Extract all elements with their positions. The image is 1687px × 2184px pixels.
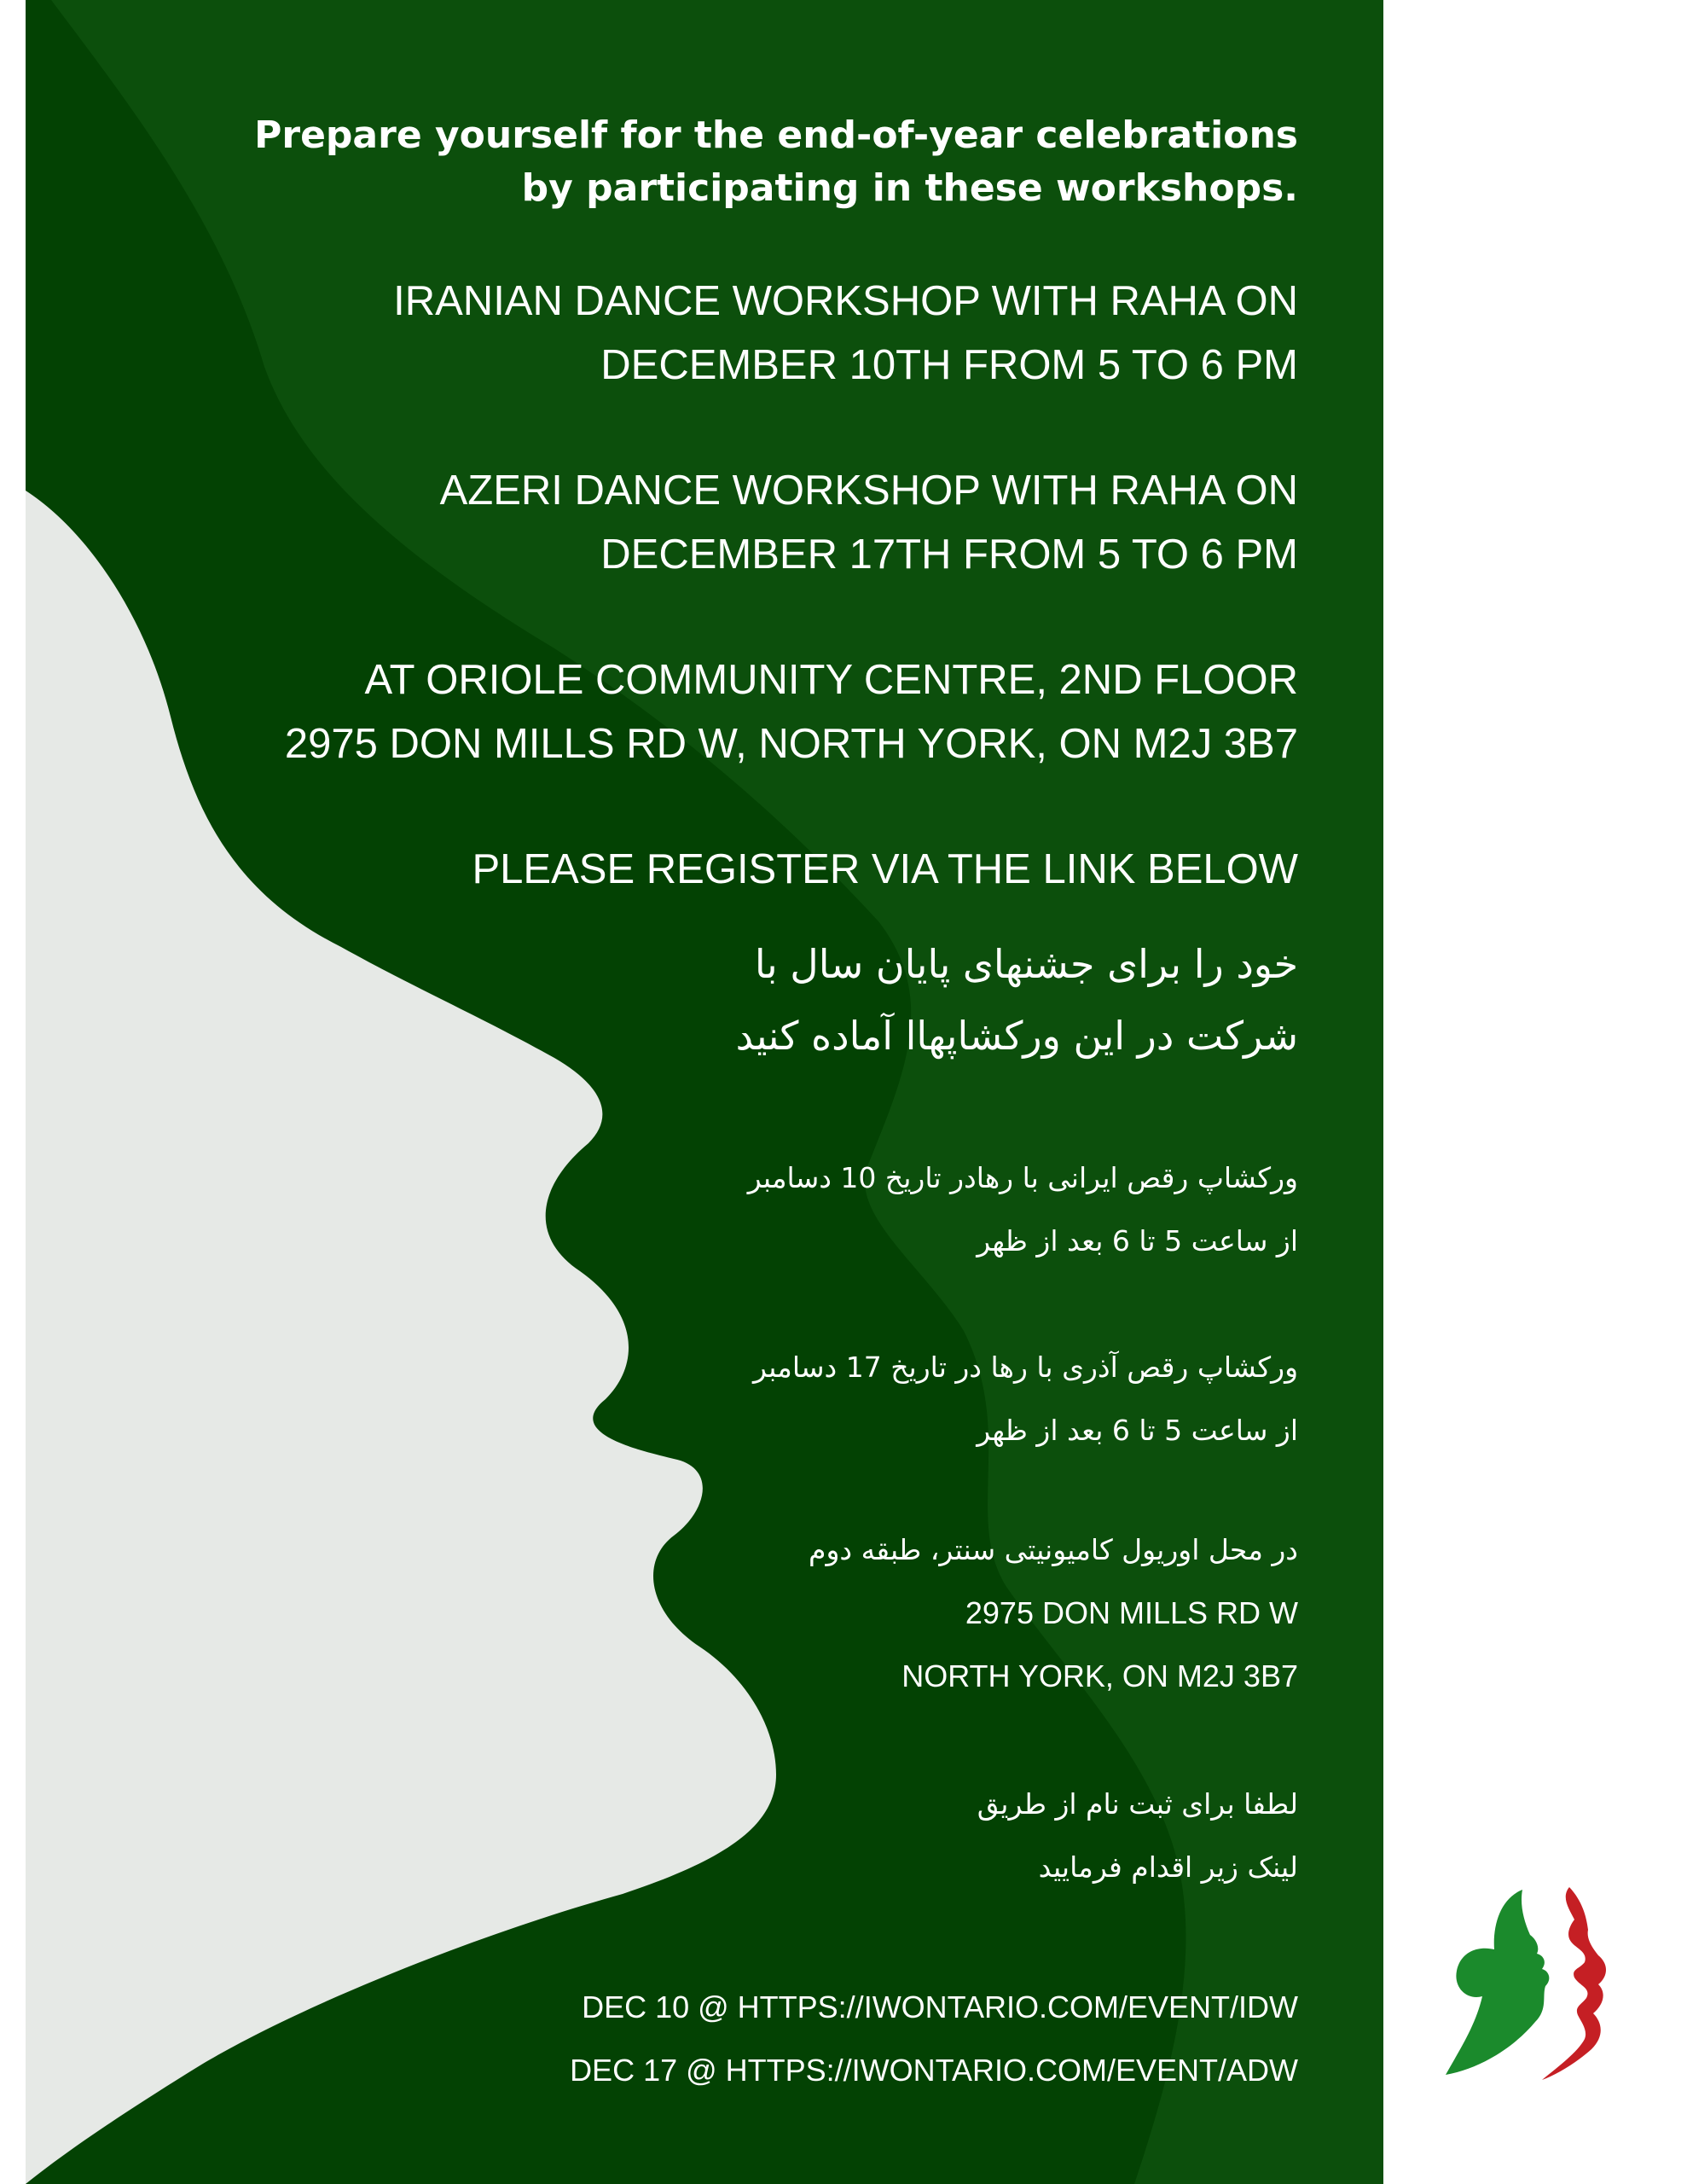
english-workshop-2 xyxy=(440,459,1298,587)
english-workshop-1 xyxy=(393,270,1298,398)
farsi-workshop-2 xyxy=(753,1336,1298,1462)
english-workshop-2-line-2: DECEMBER 17TH FROM 5 TO 6 PM xyxy=(600,531,1298,578)
intro-line-2: by participating in these workshops. xyxy=(521,166,1298,210)
farsi-location xyxy=(809,1519,1298,1708)
farsi-intro-line-1: خود را برای جشنهای پایان سال با xyxy=(754,941,1298,987)
english-location-line-2: 2975 DON MILLS RD W, NORTH YORK, ON M2J 3B7 xyxy=(284,721,1298,767)
poster xyxy=(26,0,1383,2184)
english-location-line-1: AT ORIOLE COMMUNITY CENTRE, 2ND FLOOR xyxy=(364,657,1298,703)
farsi-workshop-1-line-1: ورکشاپ رقص ایرانی با رهادر تاریخ 10 دسامبر xyxy=(747,1161,1298,1194)
farsi-register xyxy=(977,1773,1298,1899)
farsi-workshop-2-line-1: ورکشاپ رقص آذری با رها در تاریخ 17 دسامبر xyxy=(753,1350,1298,1384)
farsi-intro-line-2: شرکت در این ورکشاپهاا آماده کنید xyxy=(735,1013,1298,1059)
farsi-intro xyxy=(736,928,1298,1072)
farsi-register-line-2: لینک زیر اقدام فرمایید xyxy=(1038,1850,1298,1884)
english-workshop-1-line-2: DECEMBER 10TH FROM 5 TO 6 PM xyxy=(600,342,1298,388)
poster-content xyxy=(26,0,1383,2184)
english-location xyxy=(285,648,1298,776)
farsi-workshop-2-line-2: از ساعت 5 تا 6 بعد از ظهر xyxy=(977,1414,1298,1447)
english-workshop-1-line-1: IRANIAN DANCE WORKSHOP WITH RAHA ON xyxy=(393,278,1298,324)
women-profiles-logo-icon xyxy=(1441,1885,1629,2082)
farsi-location-line-2: 2975 DON MILLS RD W xyxy=(965,1595,1298,1630)
farsi-workshop-1-line-2: از ساعت 5 تا 6 بعد از ظهر xyxy=(977,1224,1298,1258)
english-register xyxy=(472,838,1298,902)
logo-green-profile xyxy=(1446,1890,1549,2075)
farsi-register-line-1: لطفا برای ثبت نام از طریق xyxy=(977,1787,1298,1821)
dec10-registration-link[interactable]: DEC 10 @ HTTPS://IWONTARIO.COM/EVENT/IDW xyxy=(582,1989,1298,2024)
intro-line-1: Prepare yourself for the end-of-year celebrations xyxy=(254,113,1298,157)
farsi-workshop-1 xyxy=(748,1147,1298,1273)
english-workshop-2-line-1: AZERI DANCE WORKSHOP WITH RAHA ON xyxy=(439,468,1298,514)
dec17-registration-link[interactable]: DEC 17 @ HTTPS://IWONTARIO.COM/EVENT/ADW xyxy=(570,2053,1298,2088)
intro-heading xyxy=(254,109,1298,215)
registration-links xyxy=(570,1976,1298,2102)
farsi-location-line-1: در محل اوریول کامیونیتی سنتر، طبقه دوم xyxy=(809,1533,1298,1566)
farsi-location-line-3: NORTH YORK, ON M2J 3B7 xyxy=(901,1658,1298,1693)
english-register-text: PLEASE REGISTER VIA THE LINK BELOW xyxy=(472,846,1298,892)
logo-red-profile xyxy=(1542,1887,1606,2080)
